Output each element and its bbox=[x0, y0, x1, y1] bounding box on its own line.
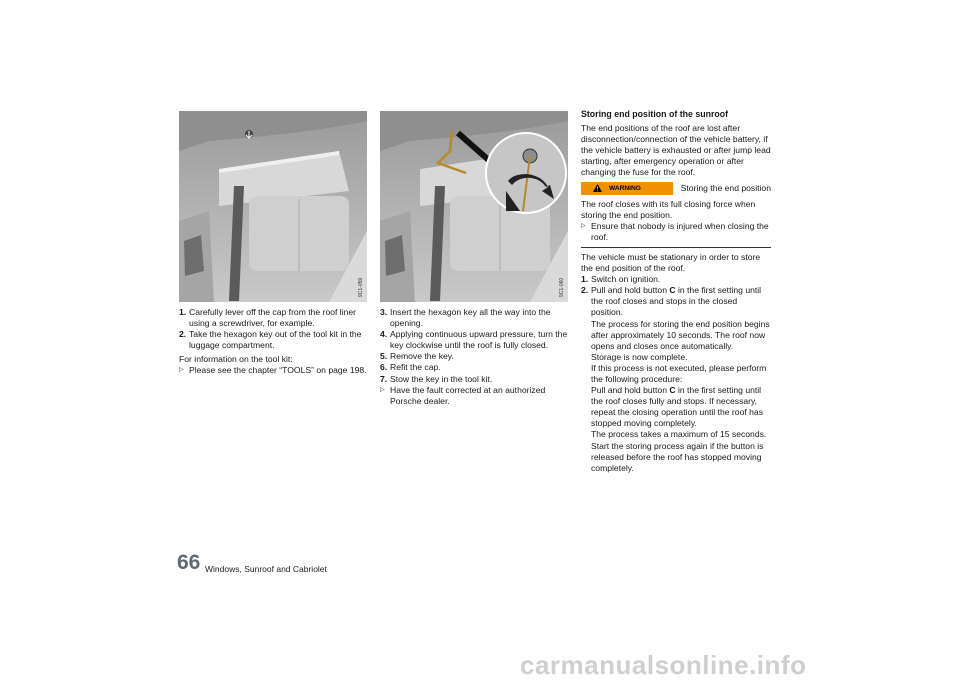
figure-hexagon-key bbox=[380, 111, 568, 302]
step-number: 6. bbox=[380, 362, 388, 373]
bullet-text: Please see the chapter “TOOLS” on page 198. bbox=[189, 365, 367, 376]
bullet-item bbox=[380, 385, 570, 407]
triangle-bullet-icon: ▷ bbox=[581, 222, 586, 229]
figure-code: 9C1-060 bbox=[559, 277, 565, 297]
figure-code: 9C1-059 bbox=[358, 277, 364, 297]
step-paragraph: The process takes a maximum of 15 seconds. Start the storing process again if the button is released before the roof has stopped moving completely. bbox=[591, 429, 767, 473]
step-text: Switch on ignition. bbox=[591, 274, 661, 285]
button-c-label: C bbox=[669, 285, 676, 296]
step-text-part: Pull and hold button bbox=[591, 385, 670, 396]
warning-header bbox=[581, 182, 771, 195]
step-text: Take the hexagon key out of the tool kit in the luggage compartment. bbox=[189, 329, 362, 351]
step-item bbox=[179, 329, 369, 351]
tool-kit-info: For information on the tool kit: bbox=[179, 354, 293, 365]
car-rear-interior-hexkey-image bbox=[380, 111, 568, 302]
step-text-part: in the first setting until the roof closes fully and stops. If necessary, repeat the closing operation until the roof has stopped moving completely. bbox=[591, 385, 763, 429]
bullet-text: Ensure that nobody is injured when closing the roof. bbox=[591, 220, 769, 242]
button-c-label: C bbox=[669, 385, 676, 396]
step-item bbox=[380, 374, 570, 385]
step-item bbox=[581, 285, 771, 474]
step-number: 7. bbox=[380, 373, 388, 384]
step-number: 1. bbox=[581, 274, 589, 285]
step-text: Stow the key in the tool kit. bbox=[390, 373, 493, 384]
step-paragraph: Storage is now complete. bbox=[591, 351, 688, 362]
stationary-note: The vehicle must be stationary in order to store the end position of the roof. bbox=[581, 251, 761, 274]
step-item bbox=[179, 307, 369, 329]
bullet-text: Have the fault corrected at an authorized Porsche dealer. bbox=[390, 384, 546, 406]
step-paragraph bbox=[591, 385, 771, 429]
figure-rear-seat-cap bbox=[179, 111, 367, 302]
page-number: 66 bbox=[177, 551, 201, 574]
warning-label: WARNING bbox=[609, 184, 641, 192]
step-text: Remove the key. bbox=[390, 351, 454, 362]
car-rear-interior-image bbox=[179, 111, 367, 302]
step-number: 1. bbox=[179, 307, 187, 317]
step-text: Applying continuous upward pressure, turn the key clockwise until the roof is fully closed. bbox=[390, 329, 568, 351]
watermark: carmanualsonline.info bbox=[520, 650, 807, 680]
intro-paragraph: The end positions of the roof are lost after disconnection/connection of the vehicle battery, if the vehicle battery is exhausted or after jump lead starting, after emergency operation or after changing the fuse for the roof. bbox=[581, 123, 771, 178]
step-number: 3. bbox=[380, 307, 388, 317]
step-text bbox=[591, 285, 771, 474]
step-text-part: Pull and hold button bbox=[591, 285, 670, 296]
step-item bbox=[380, 362, 570, 373]
step-number: 5. bbox=[380, 351, 388, 362]
warning-triangle-icon bbox=[593, 184, 602, 192]
bullet-item bbox=[179, 365, 369, 376]
step-number: 4. bbox=[380, 329, 388, 340]
step-item bbox=[380, 307, 570, 329]
step-text-part: in the first setting until the roof closes and stops in the closed position. bbox=[591, 285, 762, 318]
step-paragraph: If this process is not executed, please perform the following procedure: bbox=[591, 362, 767, 384]
step-number: 2. bbox=[581, 285, 589, 296]
step-text: Refit the cap. bbox=[390, 362, 441, 373]
warning-body: The roof closes with its full closing force when storing the end position. bbox=[581, 198, 756, 220]
section-title: Windows, Sunroof and Cabriolet bbox=[205, 564, 327, 574]
warning-title: Storing the end position bbox=[680, 182, 771, 193]
step-item bbox=[380, 329, 570, 351]
step-number: 2. bbox=[179, 329, 187, 340]
triangle-bullet-icon: ▷ bbox=[380, 386, 385, 393]
warning-badge bbox=[581, 182, 673, 195]
bullet-item bbox=[581, 221, 771, 243]
step-text: Insert the hexagon key all the way into the opening. bbox=[390, 307, 551, 329]
step-text: Carefully lever off the cap from the roof liner using a screwdriver, for example. bbox=[189, 307, 357, 329]
column-2 bbox=[380, 307, 570, 407]
column-1 bbox=[179, 307, 369, 377]
column-3 bbox=[581, 109, 771, 474]
step-item bbox=[581, 274, 771, 285]
triangle-bullet-icon: ▷ bbox=[179, 367, 184, 374]
step-paragraph: The process for storing the end position begins after approximately 10 seconds. The roof now opens and closes once automatically. bbox=[591, 318, 770, 351]
step-item bbox=[380, 351, 570, 362]
section-heading: Storing end position of the sunroof bbox=[581, 109, 729, 119]
divider bbox=[581, 247, 771, 248]
